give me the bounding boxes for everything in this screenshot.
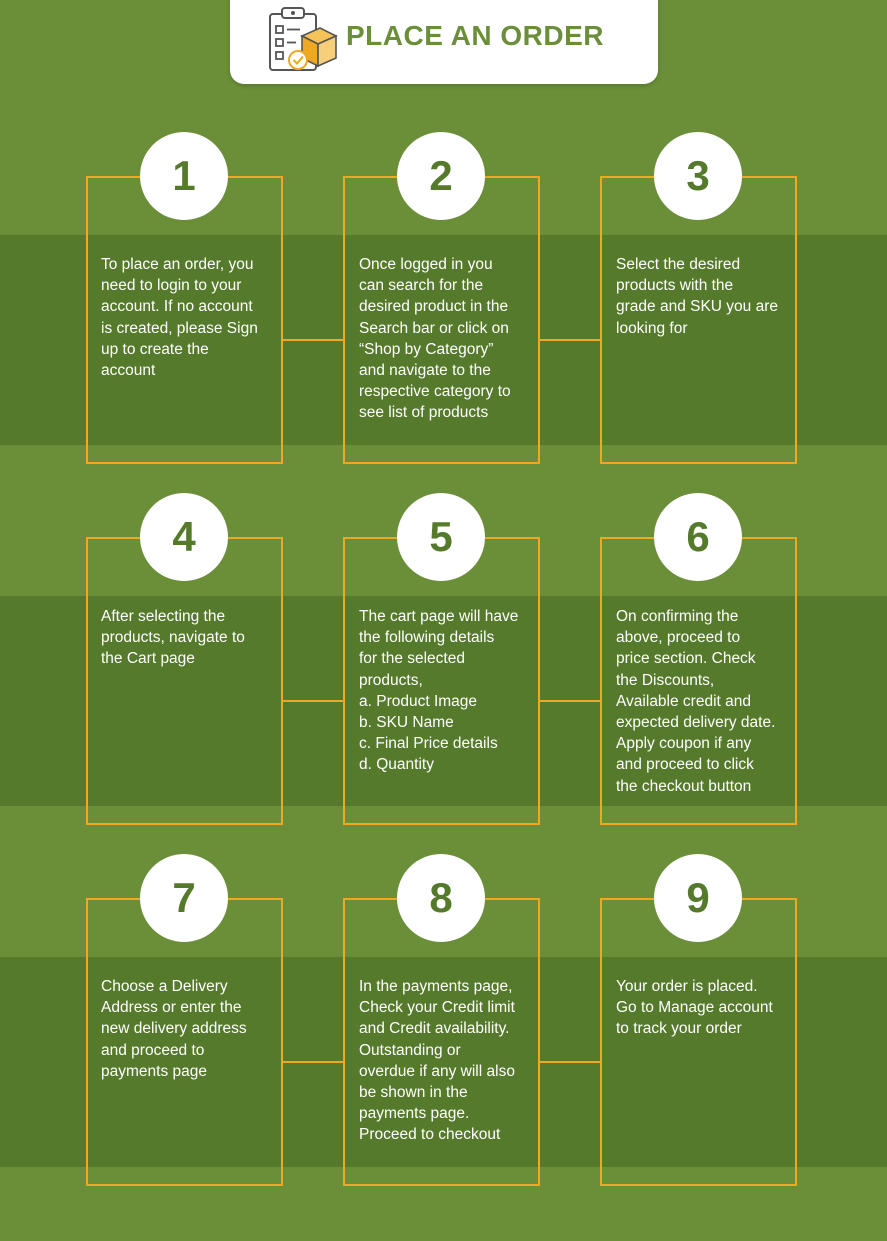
step-text-2: Once logged in you can search for the desired product in the Search bar or click on “Shop by Category” and navigate to the respective category to see list of products — [359, 256, 511, 422]
page-title: PLACE AN ORDER — [346, 20, 604, 51]
step-number-3: 3 — [654, 132, 742, 220]
title-tab — [230, 0, 658, 84]
connector-8-9 — [540, 1061, 602, 1063]
step-text-1: To place an order, you need to login to your account. If no account is created, please Sign up to create the account — [101, 256, 258, 380]
step-number-5: 5 — [397, 493, 485, 581]
connector-4-5 — [283, 700, 345, 702]
step-number-4: 4 — [140, 493, 228, 581]
step-number-7: 7 — [140, 854, 228, 942]
step-number-1: 1 — [140, 132, 228, 220]
connector-5-6 — [540, 700, 602, 702]
step-text-9: Your order is placed. Go to Manage account to track your order — [616, 978, 773, 1038]
step-number-2: 2 — [397, 132, 485, 220]
step-text-7: Choose a Delivery Address or enter the new delivery address and proceed to payments page — [101, 978, 247, 1080]
step-number-8: 8 — [397, 854, 485, 942]
step-text-4: After selecting the products, navigate to the Cart page — [101, 608, 245, 668]
step-text-8: In the payments page, Check your Credit limit and Credit availability. Outstanding or overdue if any will also be shown in the payments page. Proceed to checkout — [359, 978, 515, 1144]
step-number-6: 6 — [654, 493, 742, 581]
step-text-6: On confirming the above, proceed to price section. Check the Discounts, Available credit and expected delivery date. Apply coupon if any and proceed to click the checkout button — [616, 608, 776, 795]
step-number-9: 9 — [654, 854, 742, 942]
connector-1-2 — [283, 339, 345, 341]
connector-7-8 — [283, 1061, 345, 1063]
step-text-5: The cart page will have the following details for the selected products, a. Product Image b. SKU Name c. Final Price details d. Quantity — [359, 608, 519, 774]
connector-2-3 — [540, 339, 602, 341]
step-text-3: Select the desired products with the grade and SKU you are looking for — [616, 256, 778, 337]
checklist-box-icon — [266, 6, 338, 72]
